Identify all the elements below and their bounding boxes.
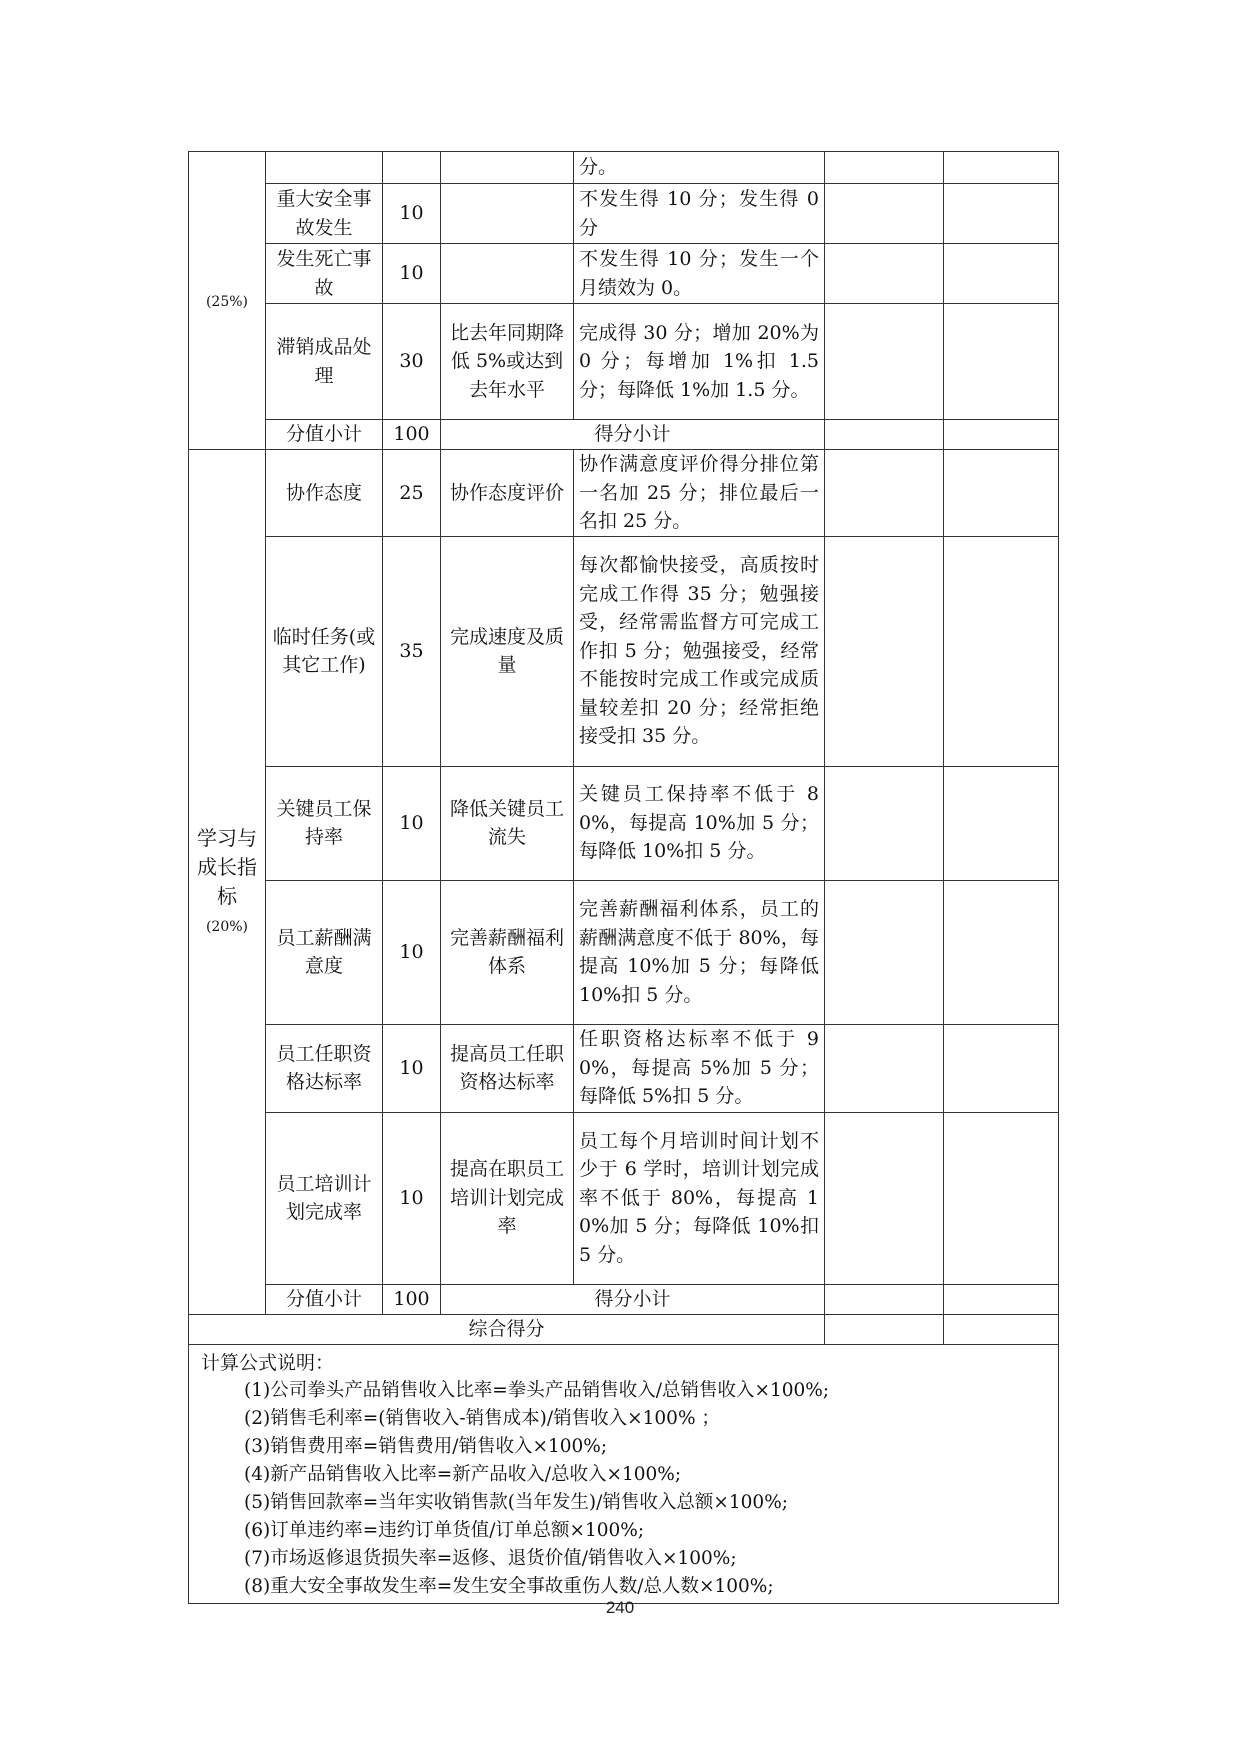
standard-cell: 协作满意度评价得分排位第一名加 25 分；排位最后一名扣 25 分。 bbox=[574, 450, 825, 537]
table-row bbox=[189, 304, 1059, 420]
subtotal-label: 分值小计 bbox=[266, 420, 383, 450]
subtotal-score-label: 得分小计 bbox=[441, 420, 825, 450]
formula-line: (8)重大安全事故发生率=发生安全事故重伤人数/总人数×100%; bbox=[244, 1575, 774, 1597]
subtotal-row bbox=[189, 1284, 1059, 1314]
standard-cell: 每次都愉快接受，高质按时完成工作得 35 分；勉强接受，经常需监督方可完成工作扣 5 分；勉强接受，经常不能按时完成工作或完成质量较差扣 20 分；经常拒绝接受扣 35 分。 bbox=[574, 536, 825, 766]
actual-cell[interactable] bbox=[825, 152, 944, 184]
formula-line: (5)销售回款率=当年实收销售款(当年发生)/销售收入总额×100%; bbox=[244, 1491, 788, 1513]
score-cell: 25 bbox=[383, 450, 441, 537]
formula-line: (7)市场返修退货损失率=返修、退货价值/销售收入×100%; bbox=[244, 1547, 737, 1569]
score-cell bbox=[383, 152, 441, 184]
subtotal-value: 100 bbox=[383, 420, 441, 450]
notes-title: 计算公式说明： bbox=[201, 1351, 335, 1374]
indicator-cell bbox=[266, 152, 383, 184]
result-cell[interactable] bbox=[944, 244, 1059, 304]
formula-line: (2)销售毛利率=(销售收入-销售成本)/销售收入×100% ； bbox=[244, 1407, 720, 1429]
total-result-cell[interactable] bbox=[944, 1314, 1059, 1344]
indicator-cell: 关键员工保持率 bbox=[266, 766, 383, 880]
result-cell[interactable] bbox=[944, 152, 1059, 184]
section-weight: (25%) bbox=[205, 294, 249, 311]
actual-cell[interactable] bbox=[825, 880, 944, 1024]
indicator-cell: 临时任务(或其它工作) bbox=[266, 536, 383, 766]
page-number: 240 bbox=[605, 1598, 635, 1617]
target-cell bbox=[441, 184, 574, 244]
standard-cell: 完成得 30 分；增加 20%为 0 分；每增加 1%扣 1.5 分；每降低 1%加 1.5 分。 bbox=[574, 304, 825, 420]
standard-cell: 不发生得 10 分；发生得 0 分 bbox=[574, 184, 825, 244]
formula-line: (1)公司拳头产品销售收入比率=拳头产品销售收入/总销售收入×100%; bbox=[244, 1379, 830, 1401]
notes-row bbox=[189, 1344, 1059, 1603]
result-cell[interactable] bbox=[944, 880, 1059, 1024]
table-row bbox=[189, 766, 1059, 880]
score-cell: 10 bbox=[383, 244, 441, 304]
table-row bbox=[189, 880, 1059, 1024]
target-cell: 提高员工任职资格达标率 bbox=[441, 1024, 574, 1112]
target-cell: 提高在职员工培训计划完成率 bbox=[441, 1112, 574, 1284]
indicator-cell: 员工薪酬满意度 bbox=[266, 880, 383, 1024]
subtotal-label: 分值小计 bbox=[266, 1284, 383, 1314]
standard-cell: 完善薪酬福利体系，员工的薪酬满意度不低于 80%，每提高 10%加 5 分；每降低 10%扣 5 分。 bbox=[574, 880, 825, 1024]
formula-line: (6)订单违约率=违约订单货值/订单总额×100%; bbox=[244, 1519, 645, 1541]
subtotal-value: 100 bbox=[383, 1284, 441, 1314]
table-row bbox=[189, 184, 1059, 244]
standard-cell: 任职资格达标率不低于 90%，每提高 5%加 5 分；每降低 5%扣 5 分。 bbox=[574, 1024, 825, 1112]
standard-cell: 员工每个月培训时间计划不少于 6 学时，培训计划完成率不低于 80%，每提高 10%加 5 分；每降低 10%扣 5 分。 bbox=[574, 1112, 825, 1284]
subtotal-row bbox=[189, 420, 1059, 450]
subtotal-actual-cell[interactable] bbox=[825, 420, 944, 450]
standard-cell: 分。 bbox=[574, 152, 825, 184]
result-cell[interactable] bbox=[944, 184, 1059, 244]
actual-cell[interactable] bbox=[825, 1112, 944, 1284]
target-cell: 协作态度评价 bbox=[441, 450, 574, 537]
actual-cell[interactable] bbox=[825, 184, 944, 244]
score-cell: 10 bbox=[383, 766, 441, 880]
formula-notes bbox=[189, 1344, 1059, 1603]
section-weight: (20%) bbox=[205, 919, 249, 935]
indicator-cell: 协作态度 bbox=[266, 450, 383, 537]
actual-cell[interactable] bbox=[825, 766, 944, 880]
indicator-cell: 重大安全事故发生 bbox=[266, 184, 383, 244]
standard-cell: 关键员工保持率不低于 80%，每提高 10%加 5 分；每降低 10%扣 5 分。 bbox=[574, 766, 825, 880]
actual-cell[interactable] bbox=[825, 244, 944, 304]
actual-cell[interactable] bbox=[825, 450, 944, 537]
table-row bbox=[189, 152, 1059, 184]
total-row bbox=[189, 1314, 1059, 1344]
table-row bbox=[189, 536, 1059, 766]
formula-line: (3)销售费用率=销售费用/销售收入×100%; bbox=[244, 1435, 608, 1457]
table-row bbox=[189, 450, 1059, 537]
target-cell: 完善薪酬福利体系 bbox=[441, 880, 574, 1024]
section-name: 学习与成长指标 bbox=[197, 826, 257, 908]
subtotal-result-cell[interactable] bbox=[944, 420, 1059, 450]
subtotal-score-label: 得分小计 bbox=[441, 1284, 825, 1314]
table-row bbox=[189, 244, 1059, 304]
target-cell: 比去年同期降低 5%或达到去年水平 bbox=[441, 304, 574, 420]
result-cell[interactable] bbox=[944, 1112, 1059, 1284]
score-cell: 30 bbox=[383, 304, 441, 420]
indicator-cell: 滞销成品处理 bbox=[266, 304, 383, 420]
target-cell bbox=[441, 152, 574, 184]
subtotal-result-cell[interactable] bbox=[944, 1284, 1059, 1314]
table-row bbox=[189, 1112, 1059, 1284]
result-cell[interactable] bbox=[944, 536, 1059, 766]
total-label: 综合得分 bbox=[189, 1314, 825, 1344]
standard-cell: 不发生得 10 分；发生一个月绩效为 0。 bbox=[574, 244, 825, 304]
total-actual-cell[interactable] bbox=[825, 1314, 944, 1344]
score-cell: 35 bbox=[383, 536, 441, 766]
actual-cell[interactable] bbox=[825, 304, 944, 420]
score-cell: 10 bbox=[383, 1024, 441, 1112]
section-cell-finance bbox=[189, 152, 266, 450]
table-row bbox=[189, 1024, 1059, 1112]
score-cell: 10 bbox=[383, 880, 441, 1024]
result-cell[interactable] bbox=[944, 766, 1059, 880]
target-cell: 完成速度及质量 bbox=[441, 536, 574, 766]
indicator-cell: 发生死亡事故 bbox=[266, 244, 383, 304]
section-cell-learning bbox=[189, 450, 266, 1315]
score-cell: 10 bbox=[383, 1112, 441, 1284]
actual-cell[interactable] bbox=[825, 1024, 944, 1112]
result-cell[interactable] bbox=[944, 304, 1059, 420]
kpi-table bbox=[188, 151, 1059, 1604]
score-cell: 10 bbox=[383, 184, 441, 244]
target-cell: 降低关键员工流失 bbox=[441, 766, 574, 880]
formula-line: (4)新产品销售收入比率=新产品收入/总收入×100%; bbox=[244, 1463, 682, 1485]
indicator-cell: 员工任职资格达标率 bbox=[266, 1024, 383, 1112]
result-cell[interactable] bbox=[944, 1024, 1059, 1112]
indicator-cell: 员工培训计划完成率 bbox=[266, 1112, 383, 1284]
subtotal-actual-cell[interactable] bbox=[825, 1284, 944, 1314]
target-cell bbox=[441, 244, 574, 304]
result-cell[interactable] bbox=[944, 450, 1059, 537]
actual-cell[interactable] bbox=[825, 536, 944, 766]
